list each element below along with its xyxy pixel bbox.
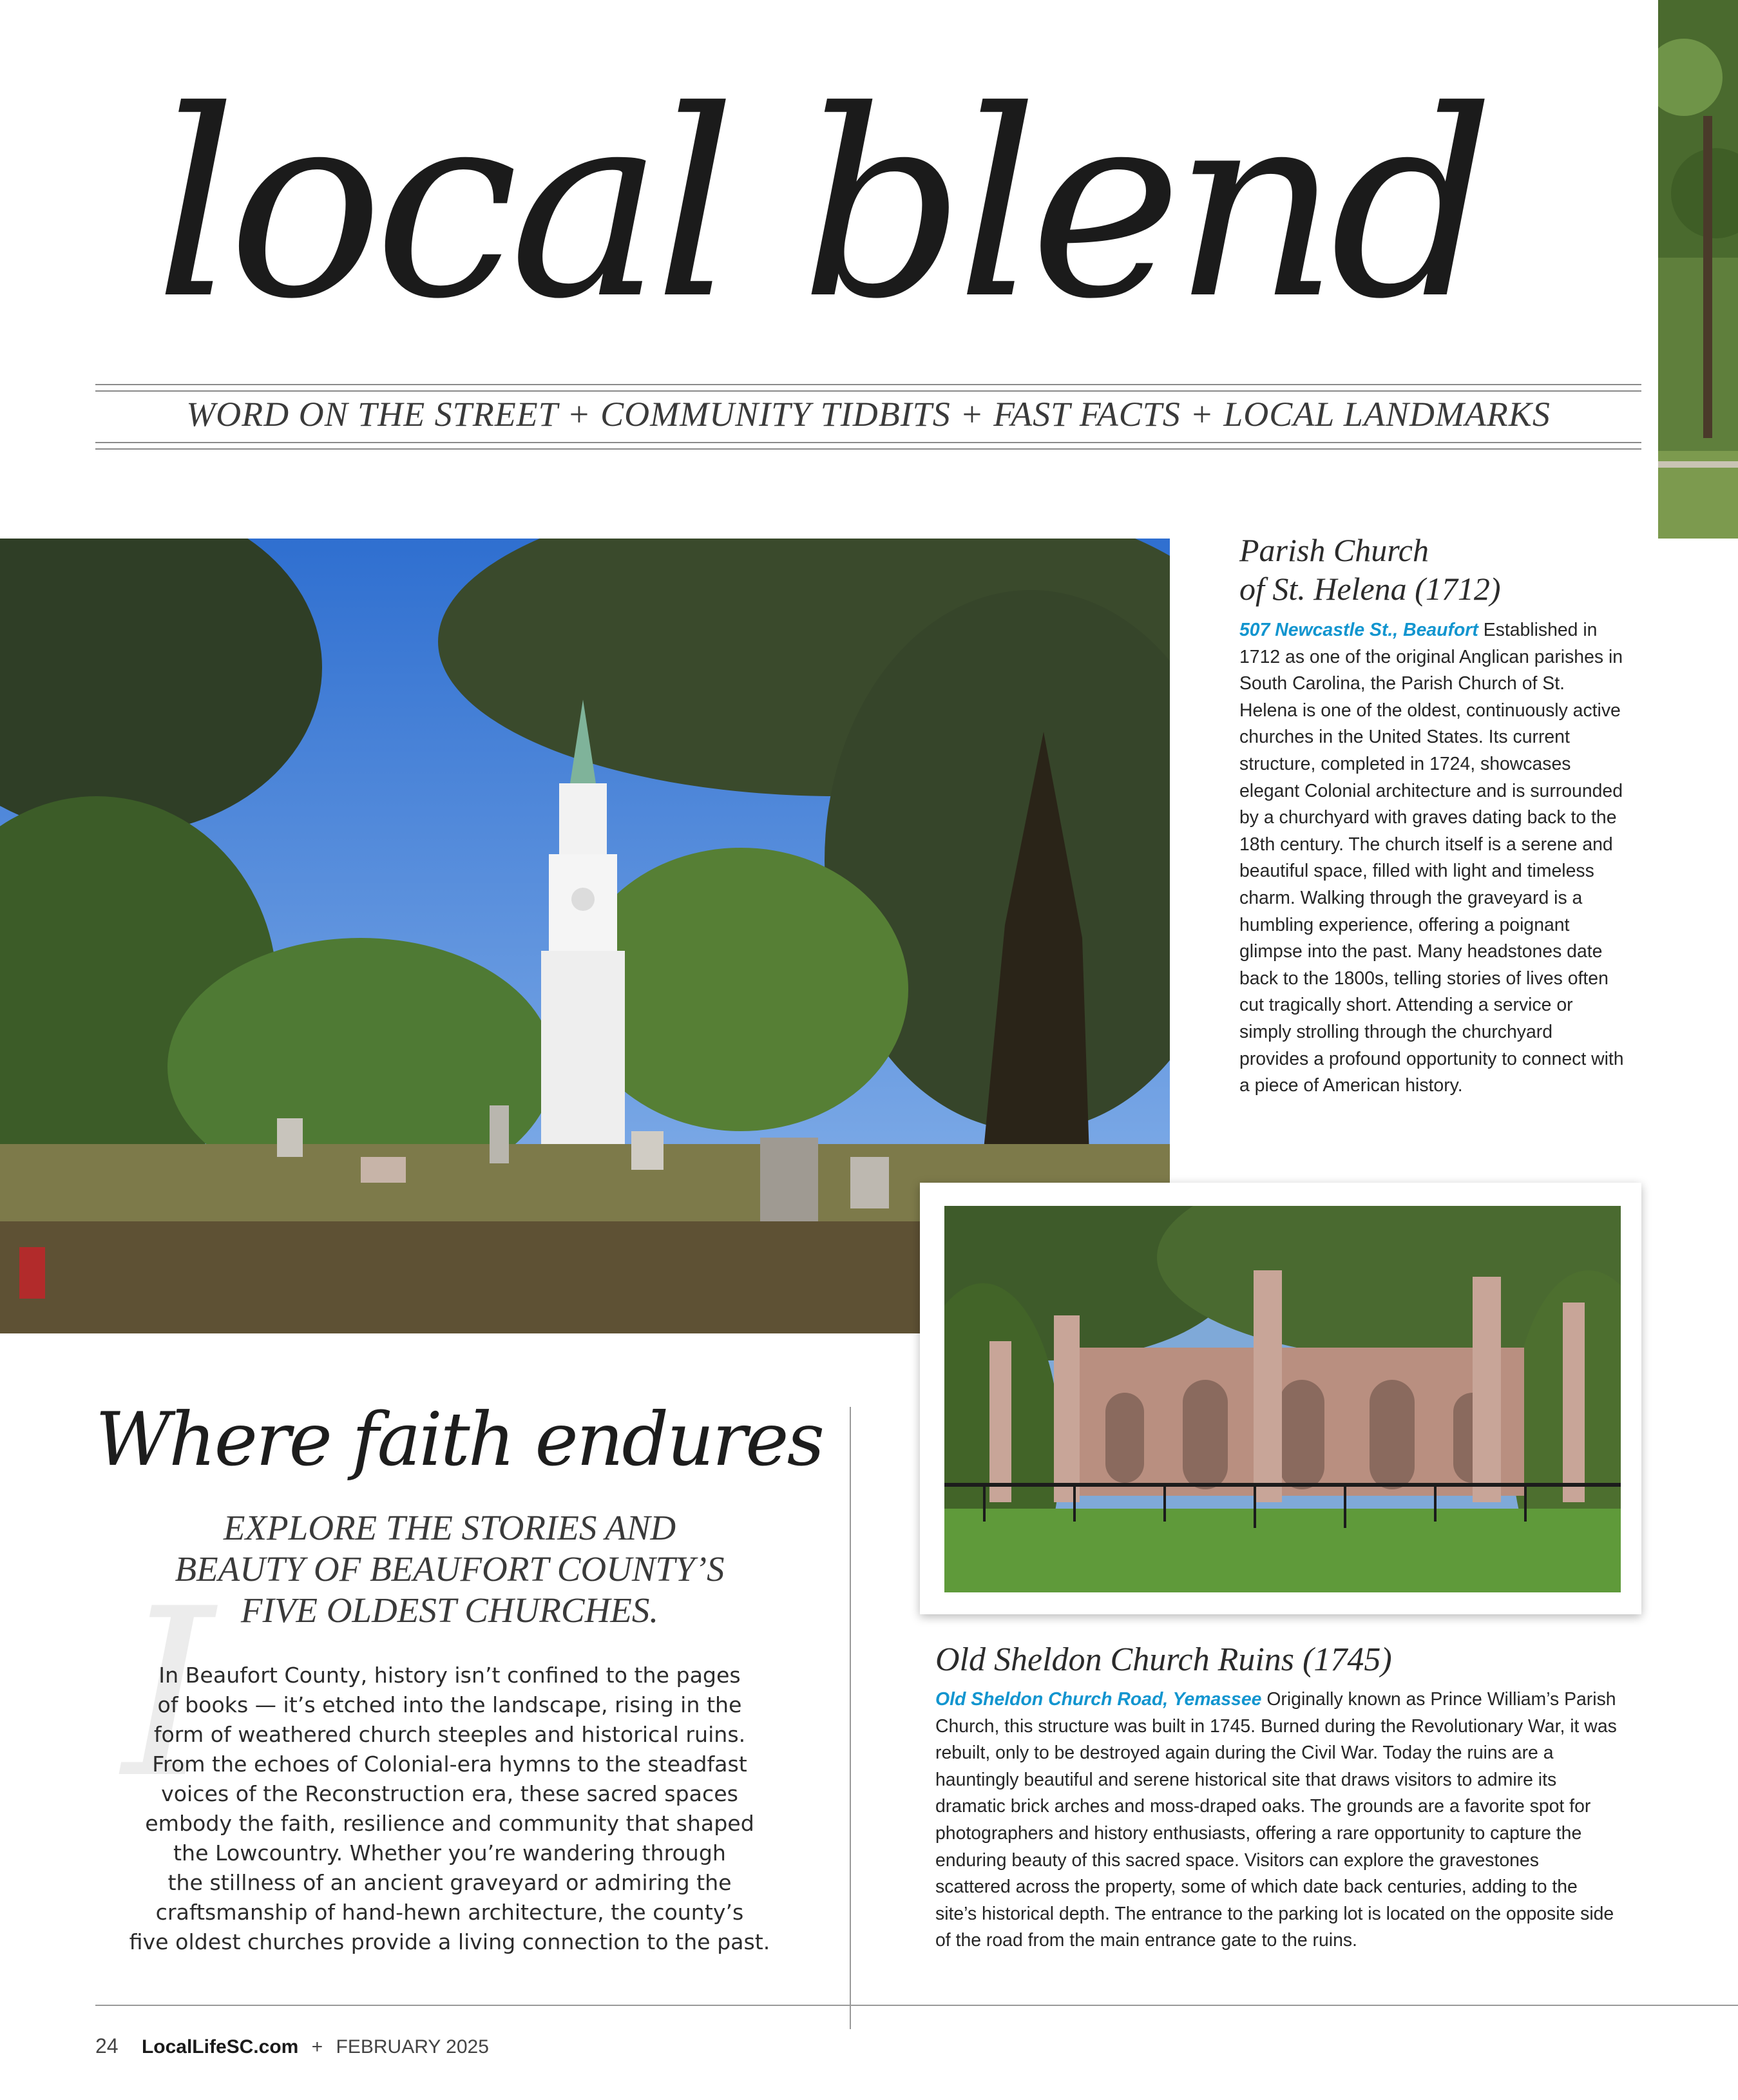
body-line: the Lowcountry. Whether you’re wandering through: [173, 1840, 726, 1866]
footer-rule: [95, 2005, 1738, 2006]
page-number: 24: [95, 2034, 119, 2057]
deck-line: EXPLORE THE STORIES AND: [223, 1508, 676, 1547]
parish-address: 507 Newcastle St., Beaufort: [1239, 620, 1484, 640]
deck-line: FIVE OLDEST CHURCHES.: [240, 1590, 659, 1630]
feature-title: Where faith endures: [95, 1397, 823, 1482]
body-line: craftsmanship of hand-hewn architecture, the county’s: [155, 1900, 744, 1925]
body-line: of books — it’s etched into the landscape, rising in the: [157, 1692, 742, 1717]
body-line: In Beaufort County, history isn’t confined to the pages: [158, 1663, 741, 1688]
body-line: voices of the Reconstruction era, these sacred spaces: [161, 1781, 738, 1806]
parish-heading-line1: Parish Church: [1239, 532, 1429, 568]
footer-separator: +: [311, 2036, 323, 2057]
body-line: the stillness of an ancient graveyard or admiring the: [167, 1870, 732, 1895]
body-line: embody the faith, resilience and community that shaped: [145, 1811, 754, 1836]
edge-tree-photo: [1658, 0, 1738, 539]
parish-church-text: [1239, 617, 1626, 1100]
sheldon-ruins-photo: [944, 1206, 1621, 1592]
body-line: form of weathered church steeples and historical ruins.: [153, 1722, 746, 1747]
sheldon-address: Old Sheldon Church Road, Yemassee: [935, 1689, 1267, 1710]
masthead-title: local blend: [155, 56, 1486, 356]
drop-cap: I: [122, 1559, 215, 1829]
masthead-rule-bottom: [95, 442, 1641, 443]
masthead-rule-bottom-2: [95, 448, 1641, 450]
sheldon-description: Originally known as Prince William’s Parish Church, this structure was built in 1745. Burned during the Revolutionary War, it was rebuilt, only to be destroyed again during the Civil War. Today the ruins are a hauntingly beautiful and serene historical site that draws visitors to admire its dramatic brick arches and moss-draped oaks. The grounds are a favorite spot for photographers and history enthusiasts, offering a rare opportunity to capture the enduring beauty of this sacred space. Visitors can explore the gravestones scattered across the property, some of which date back centuries, adding to the site’s historical depth. The entrance to the parking lot is located on the opposite side of the road from the main entrance gate to the ruins.: [935, 1689, 1617, 1951]
column-divider: [850, 1407, 851, 2029]
body-line: five oldest churches provide a living connection to the past.: [129, 1929, 770, 1954]
parish-heading-line2: of St. Helena (1712): [1239, 571, 1501, 607]
masthead-rule-top-2: [95, 390, 1641, 392]
footer-issue-date: FEBRUARY 2025: [336, 2036, 489, 2057]
sheldon-ruins-text: [935, 1686, 1618, 1954]
footer-site-link[interactable]: LocalLifeSC.com: [141, 2036, 299, 2057]
page-footer: [95, 2034, 489, 2058]
sheldon-ruins-heading: Old Sheldon Church Ruins (1745): [935, 1641, 1392, 1678]
masthead-rule-top: [95, 384, 1641, 385]
masthead-tagline: WORD ON THE STREET + COMMUNITY TIDBITS + FAST FACTS + LOCAL LANDMARKS: [186, 395, 1551, 434]
parish-description: Established in 1712 as one of the original Anglican parishes in South Carolina, the Parish Church of St. Helena is one of the oldest, continuously active churches in the United States. Its current structure, completed in 1724, showcases elegant Colonial architecture and is surrounded by a churchyard with graves dating back to the 18th century. The church itself is a serene and beautiful space, filled with light and timeless charm. Walking through the graveyard is a humbling experience, offering a poignant glimpse into the past. Many headstones date back to the 1800s, telling stories of lives often cut tragically short. Attending a service or simply strolling through the churchyard provides a profound opportunity to connect with a piece of American history.: [1239, 620, 1624, 1096]
parish-church-heading: [1239, 531, 1600, 608]
body-line: From the echoes of Colonial-era hymns to the steadfast: [152, 1752, 747, 1777]
feature-body: [108, 1661, 791, 1957]
deck-line: BEAUTY OF BEAUFORT COUNTY’S: [175, 1549, 725, 1589]
